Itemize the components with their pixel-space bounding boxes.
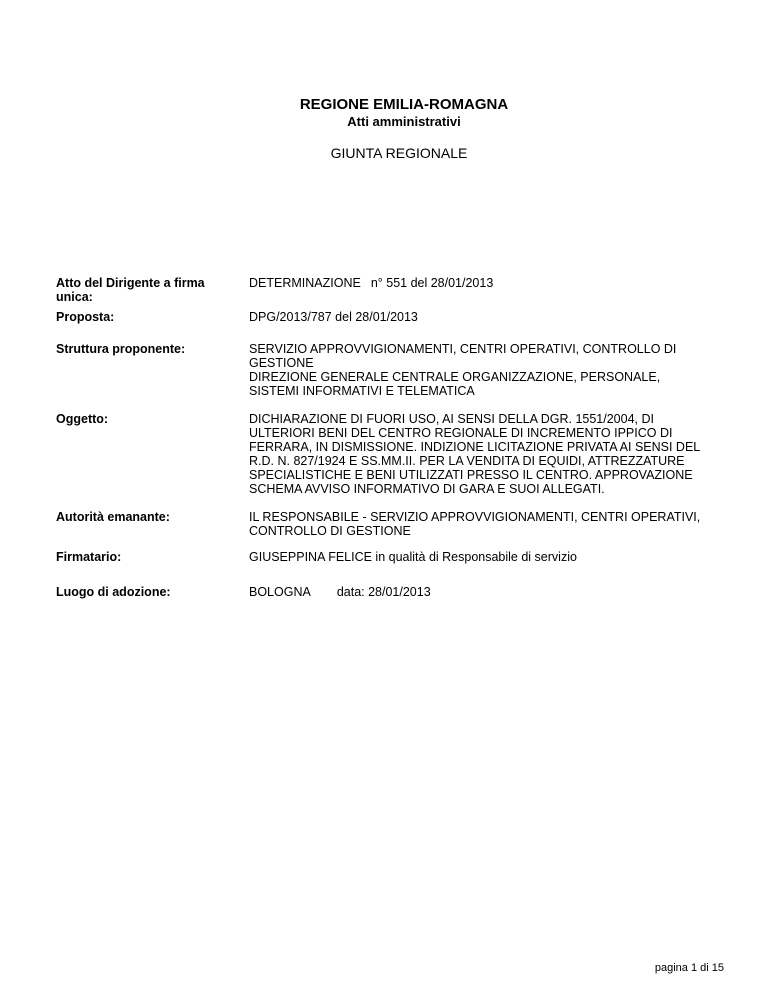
field-proposta-label: Proposta: [56,310,115,324]
field-oggetto-value: DICHIARAZIONE DI FUORI USO, AI SENSI DELLA DGR. 1551/2004, DI ULTERIORI BENI DEL CENTRO REGIONALE DI INCREMENTO IPPICO DI FERRARA, IN DISMISSIONE. INDIZIONE LICITAZIONE PRIVATA AI SENSI DEL R.D. N. 827/1924 E SS.MM.II. PER LA VENDITA DI EQUIDI, ATTREZZATURE SPECIALISTICHE E BENI UTILIZZATI PRESSO IL CENTRO. APPROVAZIONE SCHEMA AVVISO INFORMATIVO DI GARA E SUOI ALLEGATI. [249,412,701,496]
field-oggetto-label: Oggetto: [56,412,109,426]
page-number: pagina 1 di 15 [654,962,724,974]
atto-number: n° 551 del 28/01/2013 [370,276,494,290]
field-struttura-label: Struttura proponente: [56,342,186,356]
field-atto-label: Atto del Dirigente a firma unica: [56,276,205,304]
field-atto-value [249,276,739,290]
field-struttura-value: SERVIZIO APPROVVIGIONAMENTI, CENTRI OPERATIVI, CONTROLLO DI GESTIONE DIREZIONE GENERALE CENTRALE ORGANIZZAZIONE, PERSONALE, SISTEMI INFORMATIVI E TELEMATICA [249,342,677,398]
field-firmatario-value: GIUSEPPINA FELICE in qualità di Responsabile di servizio [249,550,577,564]
document-header [0,96,768,161]
issuing-body: GIUNTA REGIONALE [330,145,468,161]
luogo-date: data: 28/01/2013 [336,585,431,599]
field-autorita-value: IL RESPONSABILE - SERVIZIO APPROVVIGIONAMENTI, CENTRI OPERATIVI, CONTROLLO DI GESTIONE [249,510,701,538]
luogo-place: BOLOGNA [249,585,311,599]
field-proposta-value: DPG/2013/787 del 28/01/2013 [249,310,418,324]
field-autorita-label: Autorità emanante: [56,510,170,524]
field-luogo-label: Luogo di adozione: [56,585,171,599]
atto-type: DETERMINAZIONE [249,276,361,290]
field-firmatario-label: Firmatario: [56,550,122,564]
organization-title: REGIONE EMILIA-ROMAGNA [299,96,509,113]
document-subtitle: Atti amministrativi [347,114,461,129]
field-luogo-value [249,585,739,599]
